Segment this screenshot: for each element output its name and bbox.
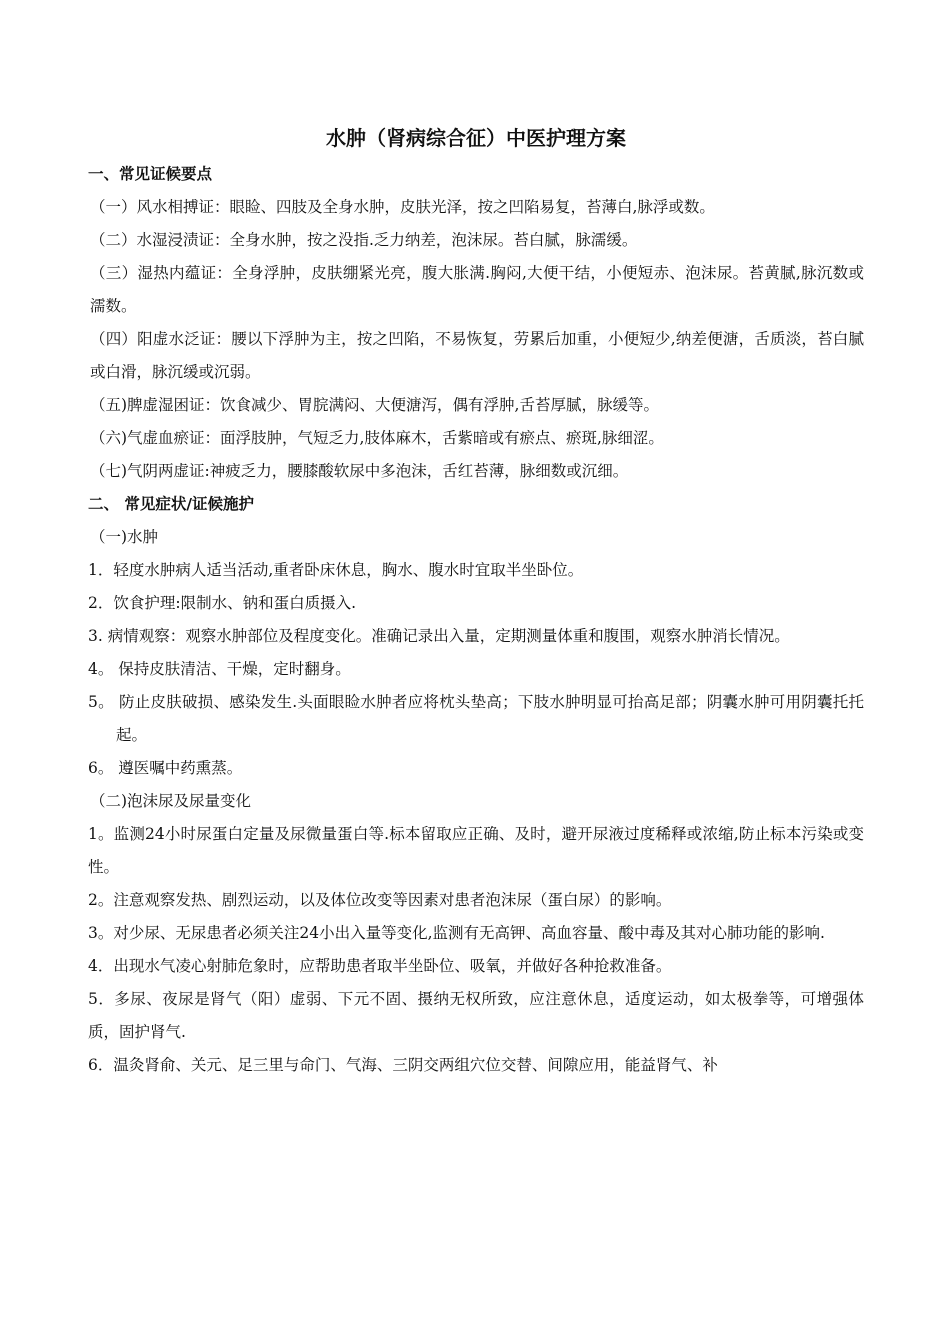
- syndrome-item-5: （五)脾虚湿困证：饮食减少、胃脘满闷、大便溏泻，偶有浮肿,舌苔厚腻，脉缓等。: [90, 396, 659, 414]
- urine-item-2: 2。注意观察发热、剧烈运动，以及体位改变等因素对患者泡沫尿（蛋白尿）的影响。: [88, 891, 672, 909]
- syndrome-item-7: （七)气阴两虚证:神疲乏力，腰膝酸软尿中多泡沫，舌红苔薄，脉细数或沉细。: [90, 462, 629, 480]
- document-title: 水肿（肾病综合征）中医护理方案: [326, 126, 626, 150]
- edema-item-6: 6。 遵医嘱中药熏蒸。: [88, 759, 243, 777]
- urine-item-1: 1。监测24小时尿蛋白定量及尿微量蛋白等.标本留取应正确、及时，避开尿液过度稀释或浓缩,防止标本污染或变性。: [88, 825, 864, 876]
- section-heading-nursing: 二、 常见症状/证候施护: [88, 495, 255, 513]
- syndrome-item-6: （六)气虚血瘀证：面浮肢肿，气短乏力,肢体麻木，舌紫暗或有瘀点、瘀斑,脉细涩。: [90, 429, 664, 447]
- edema-item-1: 1．轻度水肿病人适当活动,重者卧床休息，胸水、腹水时宜取半坐卧位。: [88, 561, 584, 579]
- urine-item-3: 3。对少尿、无尿患者必须关注24小出入量等变化,监测有无高钾、高血容量、酸中毒及其对心肺功能的影响.: [88, 924, 825, 942]
- syndrome-item-2: （二）水湿浸渍证：全身水肿，按之没指.乏力纳差，泡沫尿。苔白腻，脉濡缓。: [90, 231, 638, 249]
- syndrome-item-4: （四）阳虚水泛证：腰以下浮肿为主，按之凹陷，不易恢复，劳累后加重，小便短少,纳差便溏，舌质淡，苔白腻或白滑，脉沉缓或沉弱。: [90, 330, 864, 381]
- document-page: [88, 118, 864, 1082]
- subsection-label-edema: （一)水肿: [90, 528, 159, 546]
- subsection-label-urine: （二)泡沫尿及尿量变化: [90, 792, 252, 810]
- edema-item-3: 3. 病情观察：观察水肿部位及程度变化。准确记录出入量，定期测量体重和腹围，观察水肿消长情况。: [88, 627, 790, 645]
- syndrome-item-3: （三）湿热内蕴证：全身浮肿，皮肤绷紧光亮，腹大胀满.胸闷,大便干结，小便短赤、泡沫尿。苔黄腻,脉沉数或濡数。: [90, 264, 864, 315]
- urine-item-6: 6．温灸肾俞、关元、足三里与命门、气海、三阴交两组穴位交替、间隙应用，能益肾气、补: [88, 1056, 718, 1074]
- edema-item-5: 5。 防止皮肤破损、感染发生.头面眼睑水肿者应将枕头垫高；下肢水肿明显可抬高足部；阴囊水肿可用阴囊托托起。: [88, 693, 864, 744]
- urine-item-4: 4．出现水气凌心射肺危象时，应帮助患者取半坐卧位、吸氧，并做好各种抢救准备。: [88, 957, 672, 975]
- edema-item-4: 4。 保持皮肤清洁、干燥，定时翻身。: [88, 660, 351, 678]
- syndrome-item-1: （一）风水相搏证：眼睑、四肢及全身水肿，皮肤光泽，按之凹陷易复，苔薄白,脉浮或数。: [90, 198, 715, 216]
- section-heading-syndromes: 一、常见证候要点: [88, 165, 213, 183]
- urine-item-5: 5．多尿、夜尿是肾气（阳）虚弱、下元不固、摄纳无权所致，应注意休息，适度运动，如太极拳等，可增强体质，固护肾气.: [88, 990, 864, 1041]
- edema-item-2: 2．饮食护理:限制水、钠和蛋白质摄入.: [88, 594, 357, 612]
